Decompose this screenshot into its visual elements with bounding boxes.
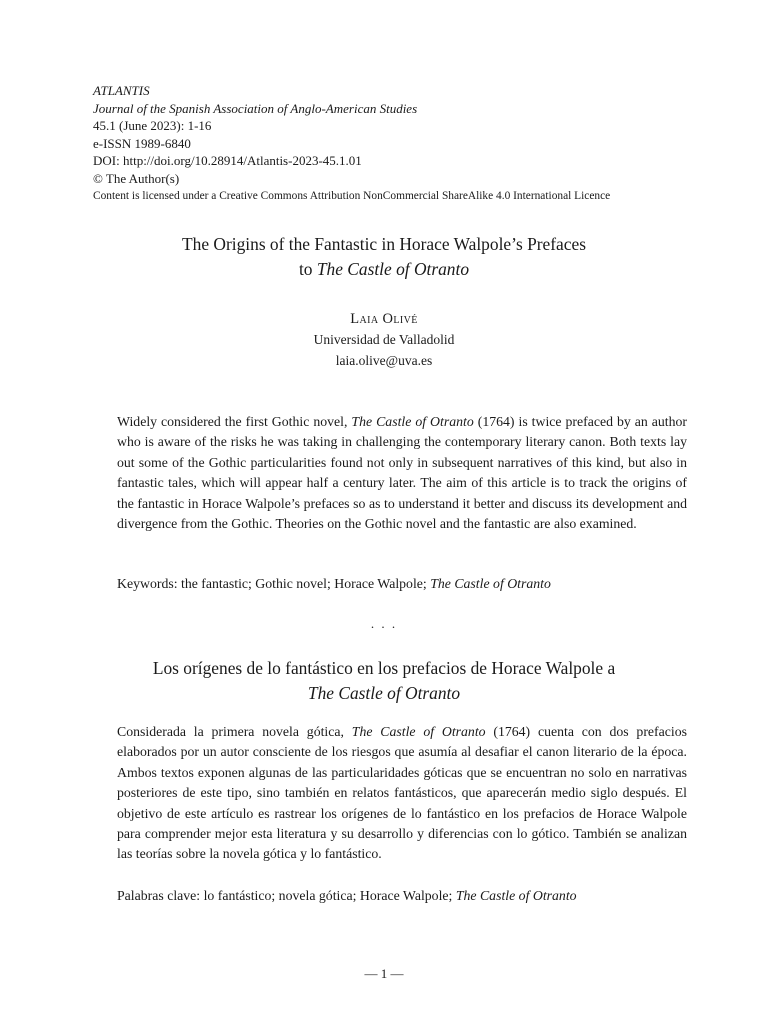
palabras-italic: The Castle of Otranto <box>455 888 577 903</box>
journal-name: ATLANTIS <box>93 83 150 98</box>
resumen-part1: Considerada la primera novela gótica, <box>117 724 352 739</box>
journal-header <box>93 82 713 205</box>
licence-notice: Content is licensed under a Creative Commons Attribution NonCommercial ShareAlike 4.0 International Licence <box>93 189 611 202</box>
eissn: e-ISSN 1989-6840 <box>93 135 191 151</box>
article-title-prefix: to <box>298 258 317 279</box>
spanish-title-line2 <box>60 681 708 706</box>
keywords-italic: The Castle of Otranto <box>430 576 551 591</box>
section-separator: . . . <box>370 616 398 631</box>
abstract-part2: (1764) is twice prefaced by an author who is aware of the risks he was taking in challenging the contemporary literary canon. Both texts lay out some of the Gothic particularities found not only in subsequent narratives of this kind, but also in fantastic tales, which will appear half a century later. The aim of this article is to track the origins of the fantastic in Horace Walpole’s prefaces so as to understand it better and discuss its development and divergence from the Gothic. Theories on the Gothic novel and the fantastic are also examined. <box>117 414 688 532</box>
author-email[interactable]: laia.olive@uva.es <box>335 353 433 368</box>
resumen-part2: (1764) cuenta con dos prefacios elaborados por un autor consciente de los riesgos que asumía al desafiar el canon literario de la época. Ambos textos exponen algunas de las particularidades góticas que se encuentran no solo en narrativas posteriores de este tipo, sino también en relatos fantásticos, que aparecerán medio siglo después. El objetivo de este artículo es rastrear los orígenes de lo fantástico en los prefacios de Horace Walpole para comprender mejor esta literatura y su desarrollo y diferencias con lo gótico. También se analizan las teorías sobre la novela gótica y lo fantástico. <box>117 724 687 862</box>
article-title-line2 <box>60 257 708 282</box>
abstract-italic: The Castle of Otranto <box>351 414 474 429</box>
journal-full-name: Journal of the Spanish Association of Anglo-American Studies <box>93 100 418 116</box>
spanish-title-italic: The Castle of Otranto <box>307 682 461 703</box>
article-title <box>60 232 708 281</box>
spanish-title-line1: Los orígenes de lo fantástico en los prefacios de Horace Walpole a <box>152 658 616 678</box>
author-name: Laia Olivé <box>350 311 418 327</box>
keywords-text: Keywords: the fantastic; Gothic novel; Horace Walpole; <box>117 576 431 591</box>
abstract-part1: Widely considered the first Gothic novel, <box>117 414 352 429</box>
page-number: — 1 — <box>364 966 404 981</box>
author-block <box>0 310 768 371</box>
article-title-line1: The Origins of the Fantastic in Horace Walpole’s Prefaces <box>182 234 586 254</box>
spanish-title <box>60 656 708 705</box>
palabras-text: Palabras clave: lo fantástico; novela gótica; Horace Walpole; <box>117 888 456 903</box>
author-affiliation: Universidad de Valladolid <box>313 332 455 347</box>
spanish-abstract <box>117 722 687 865</box>
abstract <box>117 412 687 534</box>
doi: DOI: http://doi.org/10.28914/Atlantis-2023-45.1.01 <box>93 153 362 169</box>
copyright: © The Author(s) <box>93 170 180 186</box>
issue-info: 45.1 (June 2023): 1-16 <box>93 118 212 134</box>
resumen-italic: The Castle of Otranto <box>351 724 486 739</box>
article-title-italic: The Castle of Otranto <box>316 258 470 279</box>
spanish-keywords <box>117 886 687 906</box>
keywords <box>117 574 687 594</box>
